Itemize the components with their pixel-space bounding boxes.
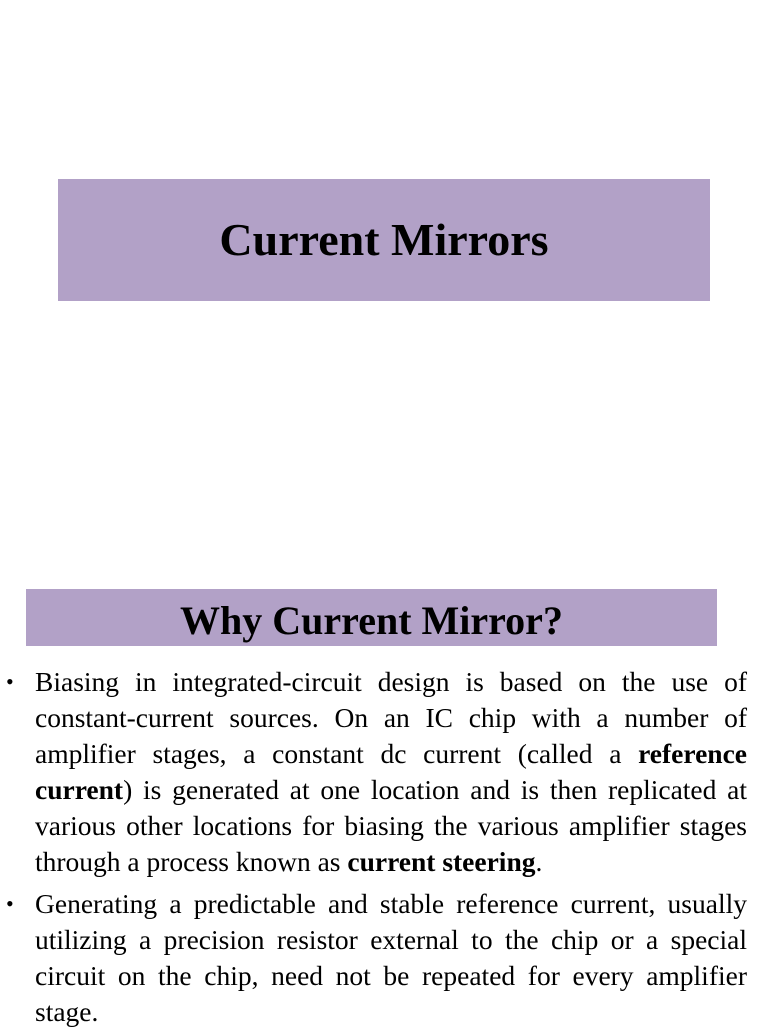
term-current-steering: current steering	[347, 846, 536, 877]
bullet-text: Generating a predictable and stable reference current, usually utilizing a precision resistor external to the chip or a special circuit on the chip, need not be repeated for every amplifier stage.	[35, 888, 747, 1027]
term-reference-current: reference current	[35, 738, 747, 805]
bullet-item-reference-generation	[0, 886, 768, 1030]
section-heading: Why Current Mirror?	[180, 597, 563, 643]
bullet-icon: •	[6, 669, 14, 694]
bullet-text: ) is generated at one location and is then replicated at various other locations for biasing the various amplifier stages through a process known as	[35, 774, 747, 877]
bullet-list	[0, 664, 768, 1036]
bullet-text: Biasing in integrated-circuit design is based on the use of constant-current sources. On an IC chip with a number of amplifier stages, a constant dc current (called a	[35, 666, 747, 769]
bullet-text: .	[535, 846, 543, 877]
bullet-icon: •	[6, 891, 14, 916]
slide-title: Current Mirrors	[219, 214, 549, 265]
bullet-item-biasing	[0, 664, 768, 880]
section-banner	[26, 589, 717, 646]
title-banner	[58, 179, 710, 301]
